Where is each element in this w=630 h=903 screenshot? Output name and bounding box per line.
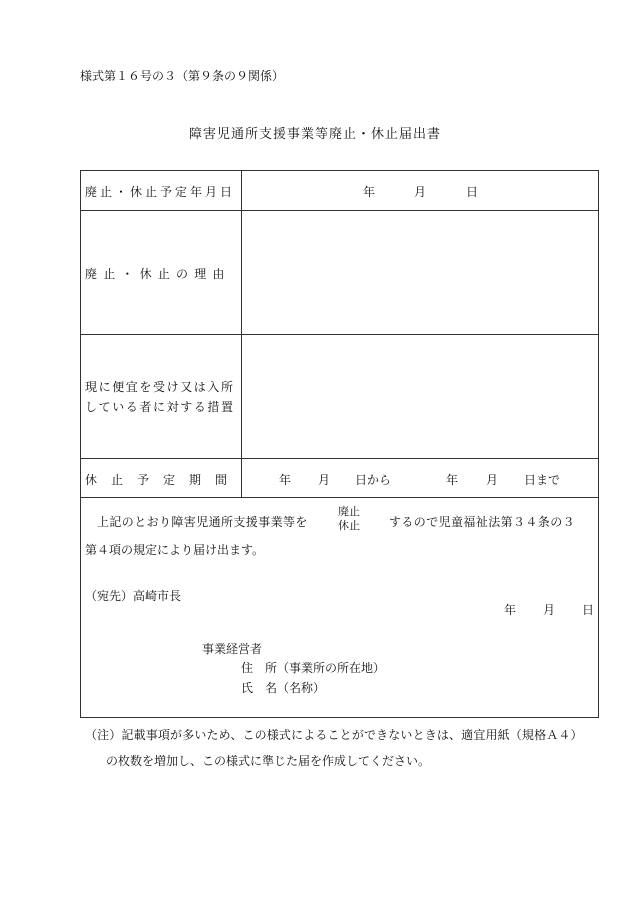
form-number: 様式第１６号の３（第９条の９関係） (80, 69, 285, 83)
page-title: 障害児通所支援事業等廃止・休止届出書 (188, 127, 441, 142)
date-year-field[interactable]: 年 (363, 185, 376, 199)
column-divider (241, 170, 242, 497)
row-divider (80, 210, 599, 211)
date-day-field[interactable]: 日 (466, 185, 479, 199)
period-to-month[interactable]: 月 (486, 473, 499, 487)
row-divider (80, 458, 599, 459)
sign-date-day[interactable]: 日 (582, 603, 595, 617)
date-month-field[interactable]: 月 (414, 185, 427, 199)
period-from-year[interactable]: 年 (279, 473, 292, 487)
declaration-line2: 第４項の規定により届け出ます。 (85, 543, 265, 557)
declaration-text-after: するので児童福祉法第３４条の３ (389, 515, 576, 529)
measures-field[interactable] (243, 336, 597, 457)
operator-name-field[interactable]: 氏 名（名称） (241, 681, 326, 695)
period-to-day[interactable]: 日まで (524, 473, 561, 487)
period-from-month[interactable]: 月 (318, 473, 331, 487)
operator-title: 事業経営者 (202, 642, 263, 656)
row-divider (80, 334, 599, 335)
note-line2: の枚数を増加し、この様式に準じた届を作成してください。 (106, 754, 431, 768)
addressee: （宛先）高崎市長 (85, 589, 182, 603)
sign-date-year[interactable]: 年 (504, 603, 517, 617)
reason-field[interactable] (243, 212, 597, 333)
declaration-text-before: 上記のとおり障害児通所支援事業等を (97, 515, 308, 529)
declaration-option-suspend[interactable]: 休止 (338, 519, 360, 532)
period-to-year[interactable]: 年 (446, 473, 459, 487)
operator-address-field[interactable]: 住 所（事業所の所在地） (241, 661, 386, 675)
period-label: 休止予定期間 (85, 473, 242, 487)
sign-date-month[interactable]: 月 (543, 603, 556, 617)
row-divider (80, 497, 599, 498)
note-line1: （注）記載事項が多いため、この様式によることができないときは、適宜用紙（規格Ａ４） (85, 728, 583, 742)
declaration-option-abolish[interactable]: 廃止 (338, 505, 360, 518)
period-from-day[interactable]: 日から (355, 473, 392, 487)
measures-label-line2: している者に対する措置 (85, 400, 235, 414)
date-label: 廃止・休止予定年月日 (85, 185, 236, 199)
reason-label: 廃止・休止の理由 (85, 267, 231, 281)
measures-label-line1: 現に便宜を受け又は入所 (85, 380, 235, 394)
